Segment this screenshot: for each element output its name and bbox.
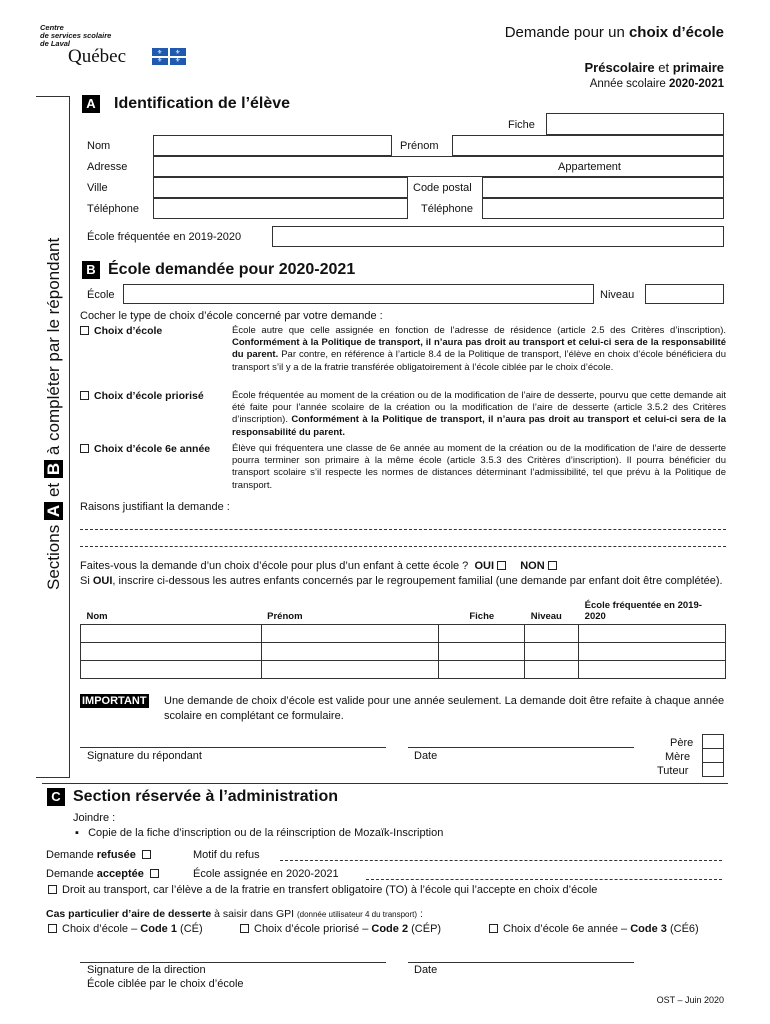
org-line-1: Centre	[40, 23, 64, 32]
choix-priorise-checkbox[interactable]	[80, 391, 89, 400]
fiche-field[interactable]	[546, 113, 724, 135]
choix-6e-checkbox[interactable]	[80, 444, 89, 453]
prenom-label: Prénom	[400, 140, 439, 152]
signature-repondant-line[interactable]	[80, 747, 386, 748]
telephone-2-field[interactable]	[482, 198, 724, 219]
non-checkbox[interactable]	[548, 561, 557, 570]
code-3-checkbox[interactable]	[489, 924, 498, 933]
col-nom: Nom	[81, 600, 262, 625]
signature-direction-label: Signature de la direction	[87, 964, 206, 976]
date-direction-line[interactable]	[408, 962, 634, 963]
other-children-table	[80, 600, 726, 679]
org-logo	[40, 24, 111, 48]
choix-ecole-checkbox[interactable]	[80, 326, 89, 335]
adresse-field[interactable]	[153, 156, 724, 177]
pere-checkbox[interactable]	[702, 734, 724, 749]
important-tag: IMPORTANT	[82, 695, 147, 707]
quebec-wordmark: Québec	[68, 46, 127, 67]
quebec-flag-icon: ⚜ ⚜ ⚜ ⚜	[152, 48, 186, 65]
ecole-assignee-line[interactable]	[366, 879, 722, 880]
option-choix-6e[interactable]: Choix d’école 6e année	[80, 443, 210, 455]
date-repondant-line[interactable]	[408, 747, 634, 748]
telephone-2-label: Téléphone	[421, 203, 473, 215]
ville-label: Ville	[87, 182, 108, 194]
section-a-letter: A	[82, 95, 100, 113]
tuteur-checkbox[interactable]	[702, 762, 724, 777]
si-oui-text: Si OUI, inscrire ci-dessous les autres enfants concernés par le regroupement familial (une demande par enfant doit être complétée).	[80, 575, 723, 587]
nom-field[interactable]	[153, 135, 392, 156]
prenom-field[interactable]	[452, 135, 724, 156]
multi-child-question: Faites-vous la demande d’un choix d’école pour plus d’un enfant à cette école ? OUI NON	[80, 560, 562, 572]
col-prenom: Prénom	[261, 600, 439, 625]
telephone-1-field[interactable]	[153, 198, 408, 219]
ecole-frequentee-label: École fréquentée en 2019-2020	[87, 231, 242, 243]
section-c-top-rule	[42, 783, 728, 784]
fiche-label: Fiche	[508, 119, 535, 131]
code-1-option[interactable]: Choix d’école – Code 1 (CÉ)	[48, 923, 203, 935]
option-choix-ecole[interactable]: Choix d’école	[80, 325, 162, 337]
ecole-frequentee-field[interactable]	[272, 226, 724, 247]
code-postal-label: Code postal	[413, 182, 472, 194]
ecole-ciblee-label: École ciblée par le choix d’école	[87, 978, 244, 990]
motif-label: Motif du refus	[193, 849, 260, 861]
important-text: Une demande de choix d’école est valide pour une année seulement. La demande doit être refaite à chaque année scolaire en complétant ce formulaire.	[164, 695, 725, 722]
oui-checkbox[interactable]	[497, 561, 506, 570]
org-line-3: de Laval	[40, 39, 71, 48]
ecole-assignee-label: École assignée en 2020-2021	[193, 868, 339, 880]
org-line-2: de services scolaire	[40, 31, 112, 40]
section-b-letter: B	[82, 261, 100, 279]
footer-code: OST – Juin 2020	[656, 995, 724, 1005]
ville-field[interactable]	[153, 177, 408, 198]
option-choix-ecole-desc: École autre que celle assignée en fonction de l’adresse de résidence (article 2.5 des Critères d’inscription). Conformément à la Politique de transport, il n’aura pas droit au transport et celui-ci sera de la responsabilité du parent. Par contre, en référence à l’article 8.4 de la Politique de transport, l’élève en choix d’école bénéficiera du transport s’il y a de la fratrie transférée obligatoirement à l’école ciblée par le choix d’école.	[232, 325, 727, 373]
table-row[interactable]	[81, 643, 726, 661]
motif-line[interactable]	[280, 860, 722, 861]
raisons-line-2[interactable]	[80, 546, 726, 547]
joindre-bullet: ▪ Copie de la fiche d’inscription ou de la réinscription de Mozaïk-Inscription	[75, 827, 444, 839]
niveau-field[interactable]	[645, 284, 724, 304]
date-direction-label: Date	[414, 964, 438, 976]
code-2-checkbox[interactable]	[240, 924, 249, 933]
nom-label: Nom	[87, 140, 111, 152]
raisons-label: Raisons justifiant la demande :	[80, 501, 230, 513]
cas-particulier: Cas particulier d’aire de desserte à saisir dans GPI (donnée utilisateur 4 du transport) :	[46, 908, 423, 920]
form-title: Demande pour un choix d’école	[504, 24, 724, 41]
table-row[interactable]	[81, 625, 726, 643]
choice-instruction: Cocher le type de choix d’école concerné par votre demande :	[80, 310, 383, 322]
signature-direction-line[interactable]	[80, 962, 386, 963]
acceptee-checkbox[interactable]	[150, 869, 159, 878]
section-b-title: École demandée pour 2020-2021	[108, 261, 356, 278]
telephone-1-label: Téléphone	[87, 203, 139, 215]
section-c-letter: C	[47, 788, 65, 806]
adresse-label: Adresse	[87, 161, 128, 173]
date-repondant-label: Date	[414, 750, 438, 762]
code-3-option[interactable]: Choix d’école 6e année – Code 3 (CÉ6)	[489, 923, 699, 935]
col-ecole: École fréquentée en 2019-2020	[579, 600, 726, 625]
form-subtitle: Préscolaire et primaire	[584, 60, 724, 75]
section-a-title: Identification de l’élève	[114, 95, 291, 112]
appartement-label: Appartement	[558, 161, 621, 173]
mere-checkbox[interactable]	[702, 748, 724, 763]
option-choix-priorise-desc: École fréquentée au moment de la création ou de la modification de l’aire de desserte, pourvu que cette demande ait été faite pour l’année scolaire de la création ou la modification de l’aire de desserte (article 3.5.2 des Critères d’inscription). Conformément à la Politique de transport, il n’aura pas droit au transport et celui-ci sera de la responsabilité du parent.	[232, 390, 726, 438]
droit-transport-checkbox[interactable]	[48, 885, 57, 894]
option-choix-priorise[interactable]: Choix d’école priorisé	[80, 390, 204, 402]
ecole-label: École	[87, 289, 115, 301]
joindre-label: Joindre :	[73, 812, 116, 824]
col-niveau: Niveau	[525, 600, 579, 625]
sidebar-label: Sections A et B à compléter par le répondant	[44, 237, 63, 590]
col-fiche: Fiche	[439, 600, 525, 625]
section-c-title: Section réservée à l’administration	[73, 788, 338, 805]
demande-refusee: Demande refusée	[46, 849, 156, 861]
table-row[interactable]	[81, 661, 726, 679]
raisons-line-1[interactable]	[80, 529, 726, 530]
code-postal-field[interactable]	[482, 177, 724, 198]
code-1-checkbox[interactable]	[48, 924, 57, 933]
droit-transport: Droit au transport, car l’élève a de la fratrie en transfert obligatoire (TO) à l’école qui l’accepte en choix d’école	[48, 884, 597, 896]
refusee-checkbox[interactable]	[142, 850, 151, 859]
demande-acceptee: Demande acceptée	[46, 868, 164, 880]
tuteur-label: Tuteur	[657, 765, 689, 777]
niveau-label: Niveau	[600, 289, 635, 301]
option-choix-6e-desc: Élève qui fréquentera une classe de 6e année au moment de la création ou de la modification de l’aire de desserte pourra terminer son primaire à la même école (article 3.5.3 des Critères d’inscription). Il pourra bénéficier du transport scolaire s’il respecte les normes de distances déterminant l’admissibilité, tel que prévu à la Politique de transport.	[232, 443, 726, 491]
ecole-field[interactable]	[123, 284, 594, 304]
school-year: Année scolaire 2020-2021	[589, 78, 724, 90]
pere-label: Père	[670, 737, 694, 749]
code-2-option[interactable]: Choix d’école priorisé – Code 2 (CÉP)	[240, 923, 441, 935]
mere-label: Mère	[665, 751, 691, 763]
signature-repondant-label: Signature du répondant	[87, 750, 202, 762]
